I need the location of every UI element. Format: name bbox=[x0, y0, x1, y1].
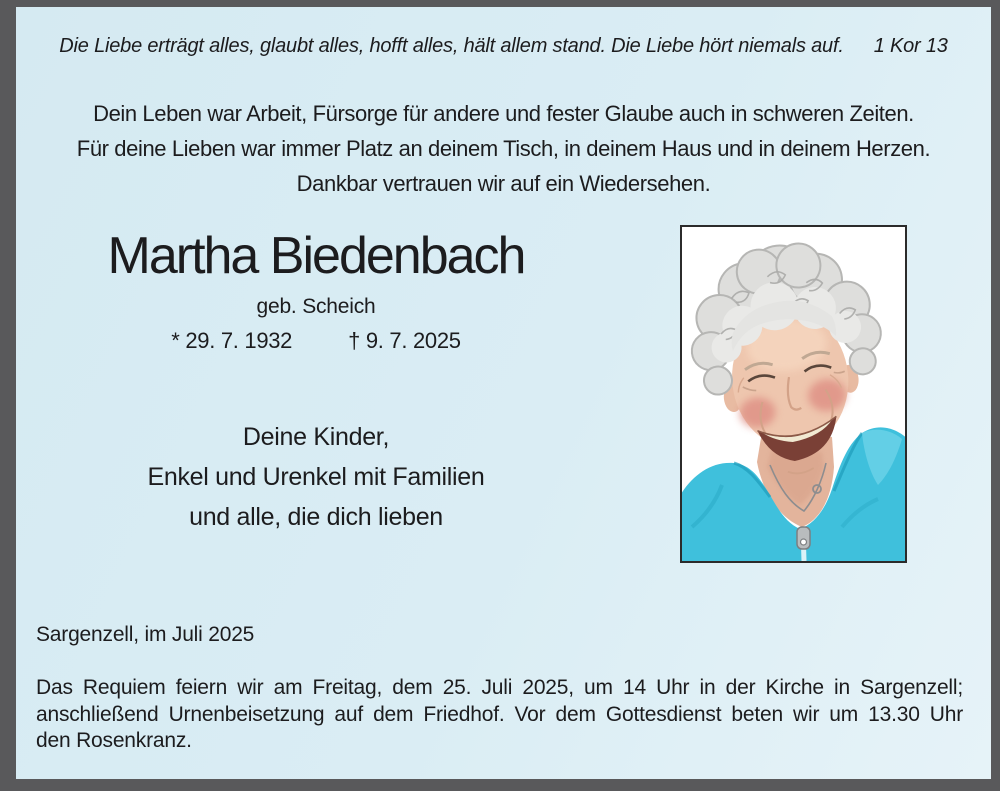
intro-paragraph bbox=[16, 96, 991, 201]
mourners-line: Deine Kinder, bbox=[242, 423, 390, 451]
scripture-quote-source: 1 Kor 13 bbox=[873, 35, 948, 57]
death-date: † 9. 7. 2025 bbox=[348, 328, 461, 353]
deceased-name: Martha Biedenbach bbox=[107, 227, 525, 285]
mourners-line: Enkel und Urenkel mit Familien bbox=[147, 463, 485, 491]
intro-line: Dein Leben war Arbeit, Fürsorge für andere und fester Glaube auch in schweren Zeiten. bbox=[93, 101, 914, 126]
intro-line: Dankbar vertrauen wir auf ein Wiedersehen. bbox=[296, 171, 711, 196]
place-and-date: Sargenzell, im Juli 2025 bbox=[36, 623, 255, 646]
deceased-portrait-photo bbox=[680, 225, 907, 563]
service-announcement bbox=[36, 675, 963, 755]
maiden-name: geb. Scheich bbox=[256, 295, 376, 318]
service-line: den Rosenkranz. bbox=[36, 729, 192, 753]
life-dates bbox=[16, 327, 616, 355]
scripture-quote bbox=[16, 32, 991, 60]
obituary-notice bbox=[16, 7, 991, 779]
service-line: Das Requiem feiern wir am Freitag, dem 25. Juli 2025, um 14 Uhr in der Kirche in Sargenzell; bbox=[36, 676, 963, 699]
birth-date: * 29. 7. 1932 bbox=[171, 328, 293, 353]
service-line: anschließend Urnenbeisetzung auf dem Friedhof. Vor dem Gottesdienst beten wir um 13.30 Uhr bbox=[36, 702, 963, 726]
intro-line: Für deine Lieben war immer Platz an deinem Tisch, in deinem Haus und in deinem Herzen. bbox=[76, 136, 931, 161]
portrait-illustration bbox=[682, 227, 905, 561]
scripture-quote-text: Die Liebe erträgt alles, glaubt alles, hofft alles, hält allem stand. Die Liebe hört niemals auf. bbox=[59, 35, 844, 57]
mourners-line: und alle, die dich lieben bbox=[189, 503, 443, 531]
mourners-paragraph bbox=[16, 417, 616, 537]
